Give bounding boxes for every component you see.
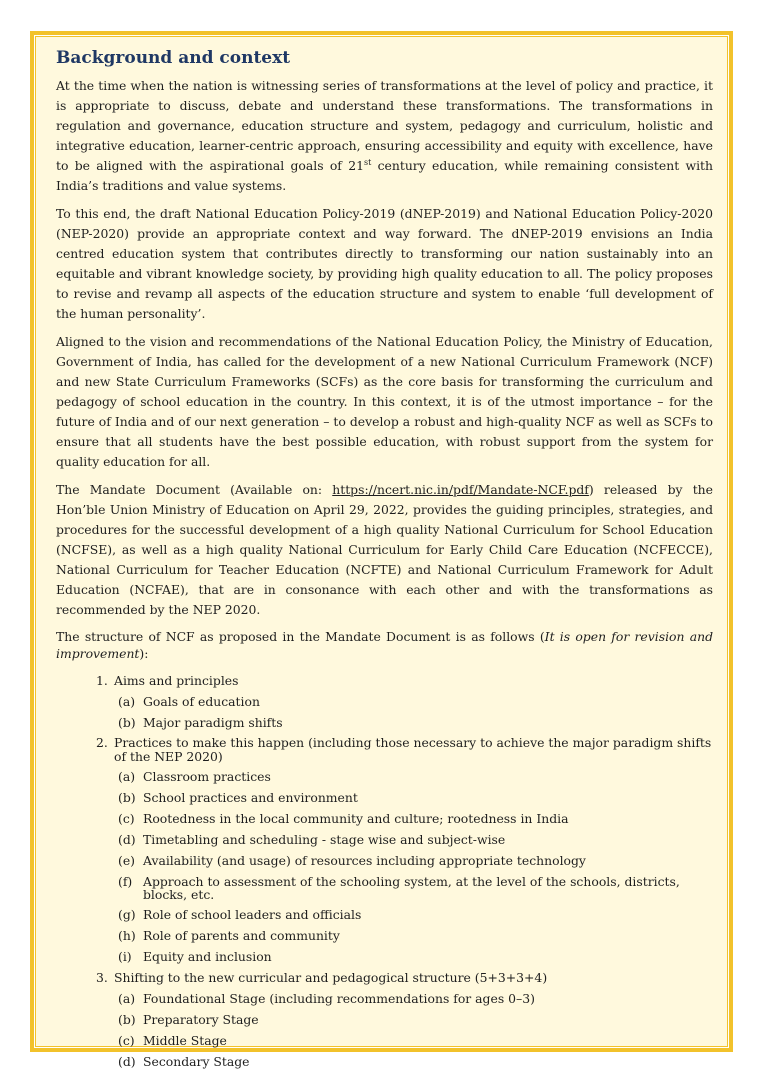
sub-list-item-letter: (c) (118, 811, 135, 826)
paragraph-mandate-text: The Mandate Document (Available on: (56, 482, 333, 497)
sub-list-item-text: Goals of education (143, 694, 260, 709)
list-item (56, 733, 713, 766)
paragraph-structure (56, 628, 713, 662)
sub-list-item (56, 904, 713, 925)
ncf-structure-list (56, 670, 713, 1072)
paragraph-structure-emphasis: It is open for revision and improvement (56, 629, 714, 661)
sub-list-item-text: Secondary Stage (143, 1054, 250, 1069)
sub-list-item-letter: (b) (118, 715, 136, 730)
sub-list-item-text: Timetabling and scheduling - stage wise and subject-wise (143, 832, 506, 847)
sub-list-item (56, 850, 713, 871)
sub-list-item-letter: (e) (118, 853, 136, 868)
sub-list-item (56, 1051, 713, 1072)
sub-list-item-text: Middle Stage (143, 1033, 227, 1048)
sub-list-item (56, 808, 713, 829)
list-item-text: Aims and principles (114, 673, 239, 688)
list-item (56, 967, 713, 988)
list-item-text: Practices to make this happen (including those necessary to achieve the major paradigm shifts of the NEP 2020) (114, 735, 712, 764)
sub-list-item-letter: (b) (118, 790, 136, 805)
paragraph-nep: To this end, the draft National Education Policy-2019 (dNEP-2019) and National Education Policy-2020 (NEP-2020) provide an appropriate context and way forward. The dNEP-2019 envisions an India centred education system that contributes directly to transforming our nation sustainably into an equitable and vibrant knowledge society, by providing high quality education to all. The policy proposes to revise and revamp all aspects of the education structure and system to enable ‘full development of the human personality’. (56, 206, 713, 321)
sub-list-item-text: Role of parents and community (143, 928, 340, 943)
mandate-document-link[interactable]: https://ncert.nic.in/pdf/Mandate-NCF.pdf (332, 482, 589, 497)
sub-list-item-letter: (g) (118, 907, 136, 922)
document-body (56, 46, 713, 1072)
sub-list-item-text: Preparatory Stage (143, 1012, 259, 1027)
list-item-text: Shifting to the new curricular and pedagogical structure (5+3+3+4) (114, 970, 548, 985)
sub-list-item-text: Equity and inclusion (143, 949, 272, 964)
sub-list-item (56, 829, 713, 850)
section-heading: Background and context (56, 48, 291, 68)
paragraph-intro-text: At the time when the nation is witnessing series of transformations at the level of policy and practice, it is appropriate to discuss, debate and understand these transformations. The transformations in regulation and governance, education structure and system, pedagogy and curriculum, holistic and integrative education, learner-centric approach, ensuring accessibility and equity with excellence, have to be aligned with the aspirational goals of 21 (56, 78, 713, 173)
paragraph-ncf-vision: Aligned to the vision and recommendations of the National Education Policy, the Ministry of Education, Government of India, has called for the development of a new National Curriculum Framework (NCF) and new State Curriculum Frameworks (SCFs) as the core basis for transforming the curriculum and pedagogy of school education in the country. In this context, it is of the utmost importance – for the future of India and of our next generation – to develop a robust and high-quality NCF as well as SCFs to ensure that all students have the best possible education, with robust support from the system for quality education for all. (56, 334, 713, 469)
sub-list-item (56, 1030, 713, 1051)
sub-list-item-letter: (b) (118, 1012, 136, 1027)
sub-list-item-letter: (a) (118, 694, 136, 709)
sub-list-item-text: Approach to assessment of the schooling system, at the level of the schools, districts, blocks, etc. (143, 874, 680, 902)
sub-list-item-text: Role of school leaders and officials (143, 907, 362, 922)
list-item-number: 1. (96, 673, 108, 688)
list-item-number: 3. (96, 970, 108, 985)
superscript-st: st (363, 157, 372, 167)
list-item (56, 670, 713, 691)
sub-list-item-text: Availability (and usage) of resources including appropriate technology (143, 853, 586, 868)
sub-list-item-letter: (a) (118, 769, 136, 784)
paragraph-intro-text-end: century education, while remaining consistent with India’s traditions and value systems. (56, 158, 713, 193)
paragraph-mandate (56, 480, 713, 620)
sub-list-item-letter: (f) (118, 874, 133, 889)
sub-list-item-text: Foundational Stage (including recommendations for ages 0–3) (143, 991, 535, 1006)
paragraph-mandate-text-end: ) released by the Hon’ble Union Ministry of Education on April 29, 2022, provides the guiding principles, strategies, and procedures for the successful development of a high quality National Curriculum for School Education (NCFSE), as well as a high quality National Curriculum for Early Child Care Education (NCFECCE), National Curriculum for Teacher Education (NCFTE) and National Curriculum Framework for Adult Education (NCFAE), that are in consonance with each other and with the transformations as recommended by the NEP 2020. (56, 482, 713, 617)
sub-list-item-text: Rootedness in the local community and culture; rootedness in India (143, 811, 569, 826)
sub-list-item (56, 766, 713, 787)
sub-list-item-letter: (d) (118, 1054, 136, 1069)
sub-list-item (56, 712, 713, 733)
sub-list-item-text: School practices and environment (143, 790, 358, 805)
sub-list-item (56, 946, 713, 967)
sub-list-item-letter: (h) (118, 928, 136, 943)
paragraph-structure-text-end: ): (139, 646, 149, 661)
paragraph-structure-text: The structure of NCF as proposed in the Mandate Document is as follows ( (56, 629, 545, 644)
sub-list-item-letter: (c) (118, 1033, 135, 1048)
sub-list-item-letter: (d) (118, 832, 136, 847)
sub-list-item (56, 871, 713, 904)
sub-list-item-text: Classroom practices (143, 769, 271, 784)
list-item-number: 2. (96, 735, 108, 750)
sub-list-item-text: Major paradigm shifts (143, 715, 283, 730)
sub-list-item (56, 925, 713, 946)
paragraph-intro (56, 76, 713, 196)
sub-list-item (56, 988, 713, 1009)
sub-list-item (56, 1009, 713, 1030)
sub-list-item-letter: (a) (118, 991, 136, 1006)
sub-list-item-letter: (i) (118, 949, 132, 964)
sub-list-item (56, 787, 713, 808)
sub-list-item (56, 691, 713, 712)
